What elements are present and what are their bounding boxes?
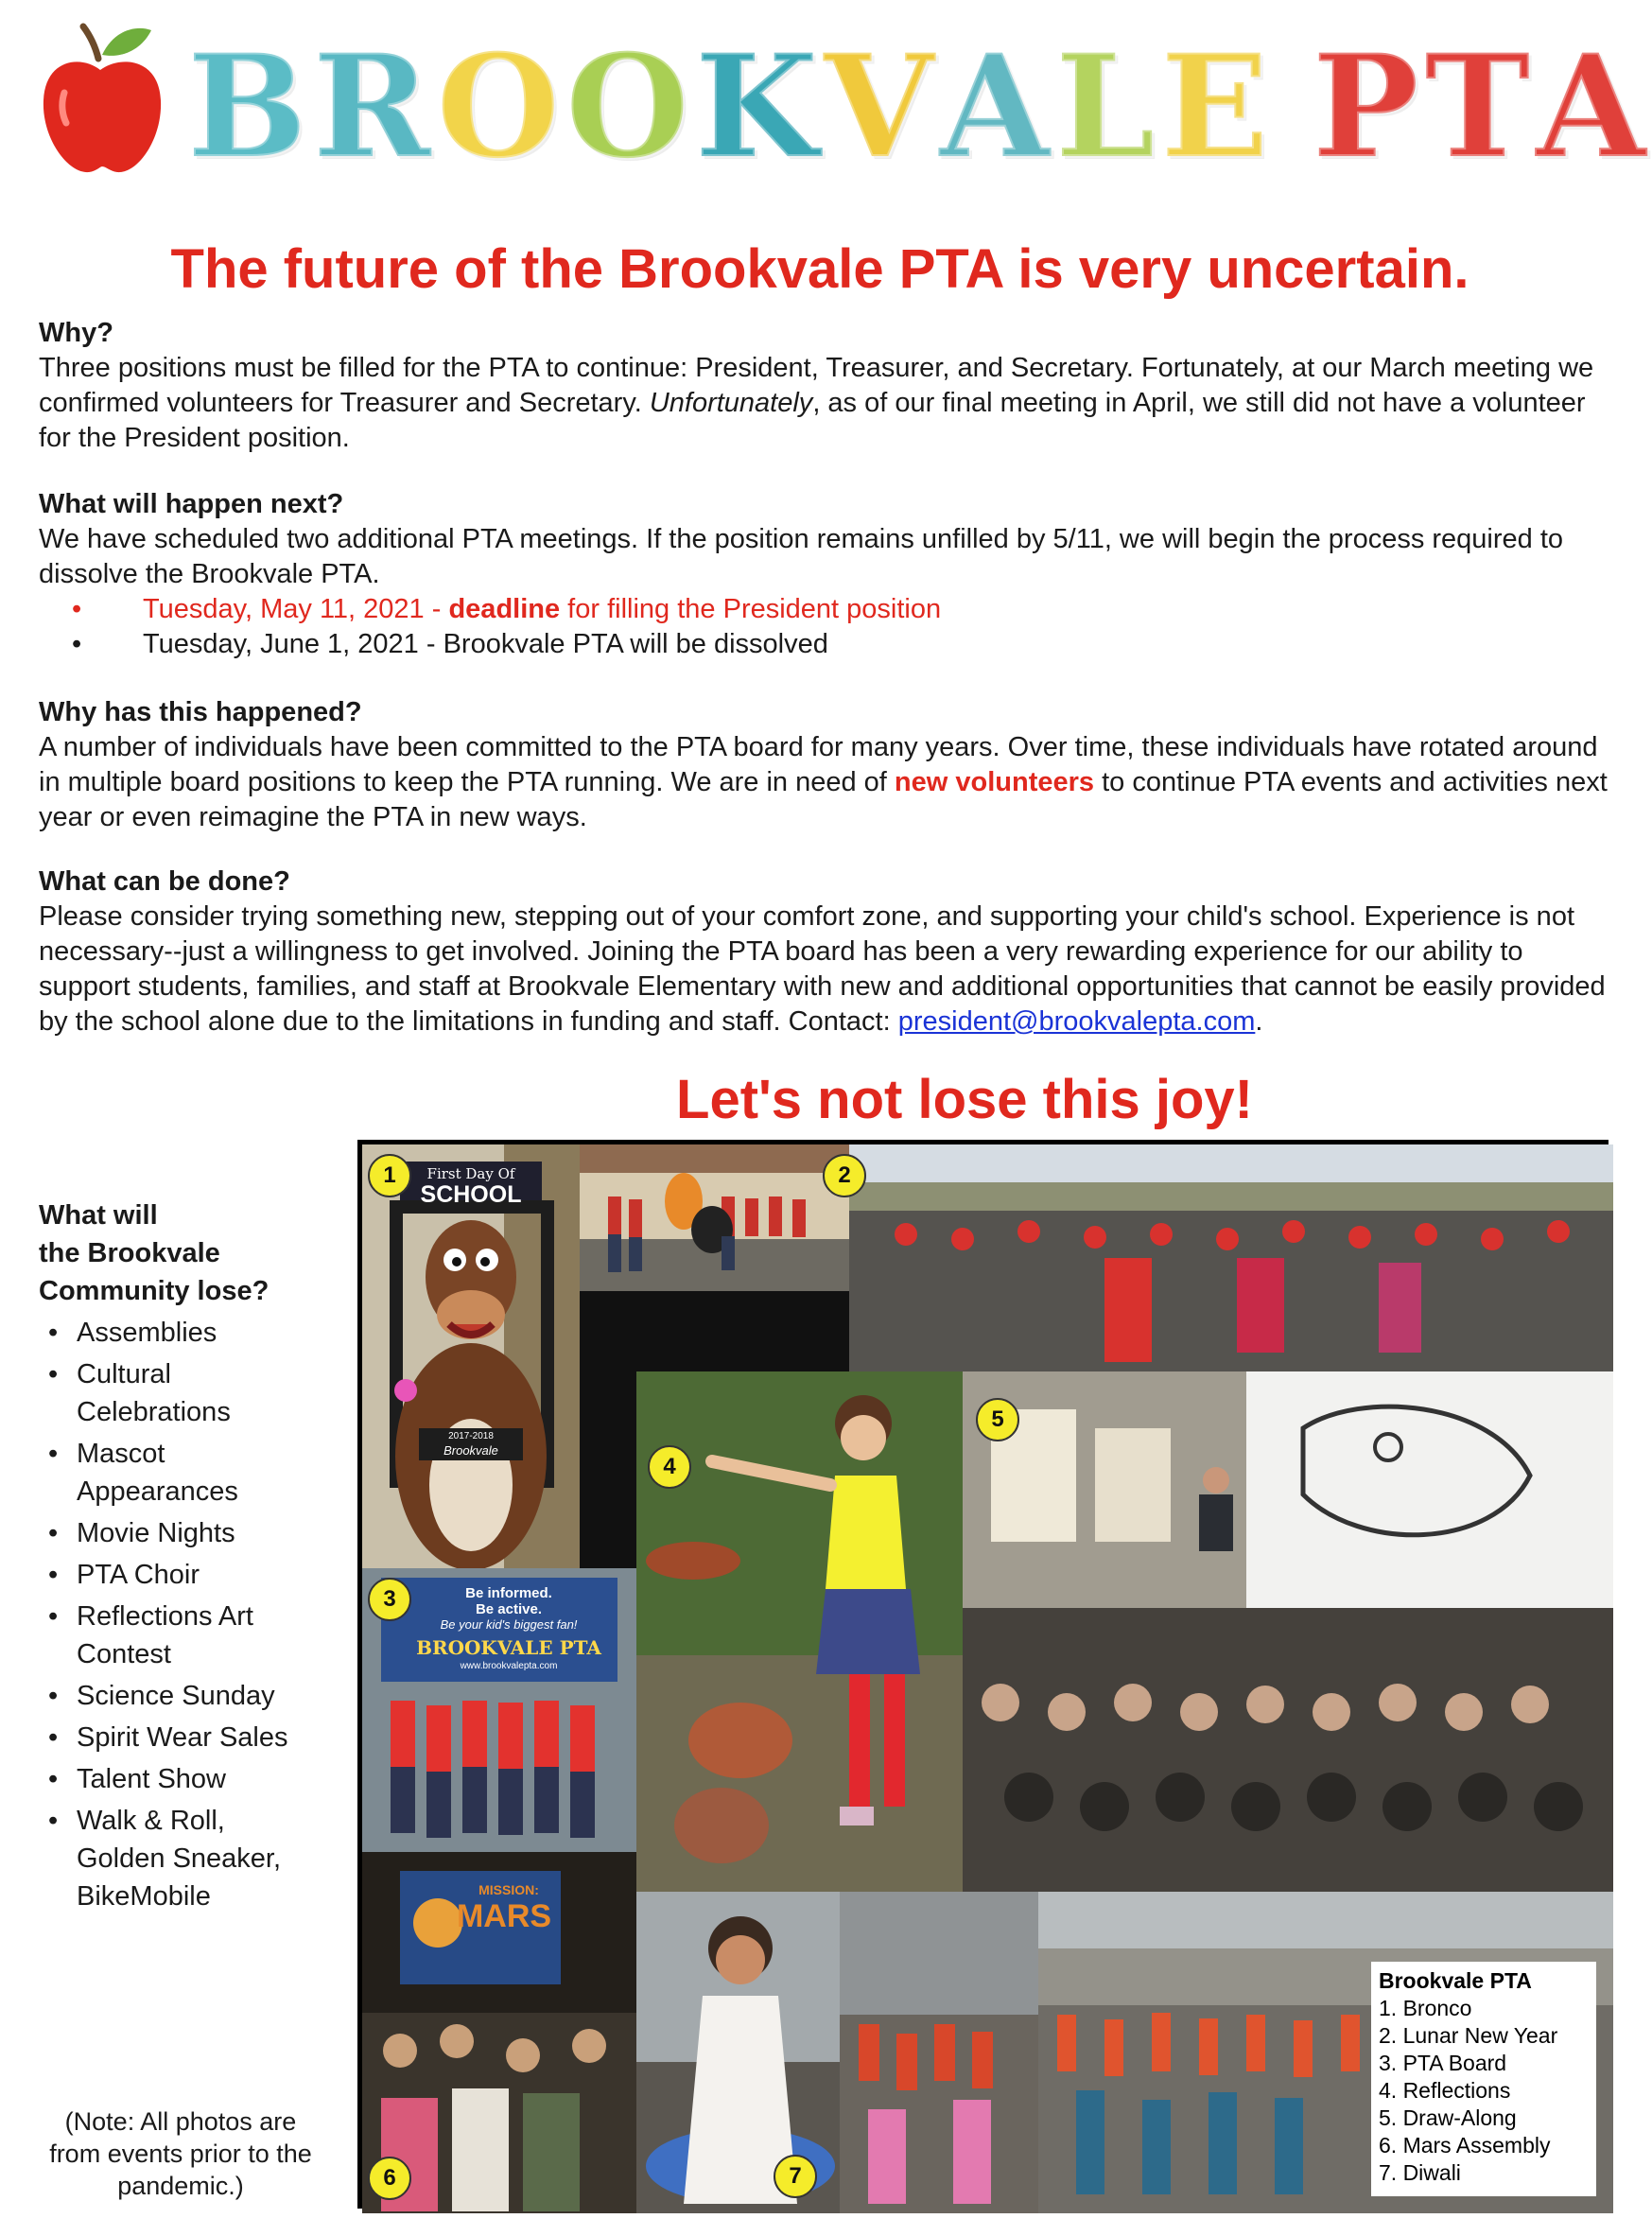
- bullet: •: [48, 1806, 59, 1836]
- page-headline: The future of the Brookvale PTA is very uncertain.: [170, 238, 1469, 300]
- why-text-emphasis: Unfortunately: [649, 388, 813, 418]
- section-why-happened: [39, 695, 1609, 835]
- logo-letter: B: [187, 24, 313, 190]
- banner-line: Be your kid's biggest fan!: [440, 1617, 578, 1632]
- list-item-line: Assemblies: [77, 1318, 217, 1348]
- logo-letter: V: [824, 24, 940, 190]
- caption-item: 7. Diwali: [1379, 2160, 1461, 2185]
- bullet: •: [48, 1359, 59, 1389]
- dates-list: [39, 592, 1609, 662]
- next-paragraph: We have scheduled two additional PTA meetings. If the position remains unfilled by 5/11, we will begin the process required to dissolve the Brookvale PTA.: [39, 524, 1564, 589]
- lose-question-line: What will: [39, 1200, 158, 1231]
- list-item: [39, 1598, 351, 1673]
- list-item-dissolve: [39, 627, 1609, 662]
- screen-mars: MARS: [456, 1898, 552, 1934]
- photo-number-badge: 1: [368, 1154, 411, 1197]
- caption-title: Brookvale PTA: [1379, 1968, 1532, 1993]
- list-item-line: Reflections Art: [77, 1601, 253, 1632]
- list-item: [39, 1556, 351, 1594]
- section-why: [39, 316, 1609, 456]
- photo-number-badge: 4: [648, 1445, 691, 1489]
- list-item-line: Talent Show: [77, 1764, 226, 1794]
- list-item: [39, 1435, 351, 1511]
- caption-item: 3. PTA Board: [1379, 2051, 1507, 2075]
- logo-letter: A: [939, 24, 1055, 190]
- bullet: •: [48, 1722, 59, 1753]
- list-item-deadline: [39, 592, 1609, 627]
- list-item-line: Movie Nights: [77, 1518, 235, 1548]
- list-item: [39, 1514, 351, 1552]
- list-item-line: Celebrations: [77, 1397, 231, 1427]
- screen-mission: MISSION:: [478, 1882, 539, 1897]
- logo-letter: O: [436, 24, 566, 190]
- sign-brookvale: Brookvale: [443, 1443, 498, 1458]
- photo-pta-board: [362, 1568, 636, 1852]
- caption-item: 2. Lunar New Year: [1379, 2023, 1558, 2048]
- deadline-date: Tuesday, May 11, 2021 -: [143, 594, 449, 624]
- photo-number-badge: 2: [823, 1154, 866, 1197]
- photo-reflections: [636, 1371, 963, 1892]
- list-item-line: BikeMobile: [77, 1881, 211, 1912]
- list-item: [39, 1314, 351, 1352]
- photo-number-badge: 5: [976, 1398, 1019, 1441]
- question-what-done: What can be done?: [39, 866, 290, 897]
- banner-line: Be active.: [475, 1601, 543, 1617]
- photo-lunar-new-year-dance: [838, 1144, 1613, 1371]
- bullet: •: [48, 1318, 59, 1348]
- logo-wordmark: [187, 24, 1652, 190]
- new-volunteers-highlight: new volunteers: [894, 767, 1095, 797]
- contact-email-link[interactable]: president@brookvalepta.com: [897, 1006, 1256, 1037]
- list-item: [39, 1760, 351, 1798]
- list-item: [39, 1677, 351, 1715]
- bullet: •: [48, 1764, 59, 1794]
- happened-paragraph: [39, 730, 1609, 835]
- sign-first-day: First Day Of: [426, 1165, 515, 1182]
- photo-mars-assembly: [362, 1852, 636, 2213]
- community-lose-list: [39, 1197, 351, 1919]
- collage-caption: [1371, 1962, 1596, 2196]
- list-item-line: Contest: [77, 1639, 171, 1669]
- photo-note: (Note: All photos are from events prior to the pandemic.): [49, 2107, 312, 2200]
- logo-letter: [1275, 36, 1313, 178]
- why-text-a: Three positions must be filled for the PTA to continue: President, Treasurer, and Secretary. Fortunately, at our March meeting we confirmed volunteers for Treasurer and Secretary.: [39, 353, 1594, 418]
- caption-item: 1. Bronco: [1379, 1996, 1472, 2020]
- photo-draw-along: [963, 1371, 1613, 1892]
- logo-letter: R: [312, 24, 437, 190]
- sign-years: 2017-2018: [448, 1431, 494, 1441]
- photo-diwali-circle-left: [789, 1892, 1038, 2213]
- list-item: [39, 1719, 351, 1756]
- joy-headline: Let's not lose this joy!: [676, 1069, 1253, 1130]
- happened-text-a: A number of individuals have been committed to the PTA board for many years. Over time, these individuals have rotated around in multiple board positions to keep the PTA running. We are in need of: [39, 732, 1598, 797]
- bullet: •: [48, 1439, 59, 1469]
- caption-list: [1379, 1995, 1589, 2187]
- banner-title: BROOKVALE PTA: [416, 1636, 601, 1659]
- logo-letter: P: [1312, 24, 1425, 190]
- bullet: •: [48, 1560, 59, 1590]
- logo-letter: K: [694, 24, 825, 190]
- done-text: Please consider trying something new, stepping out of your comfort zone, and supporting your child's school. Experience is not necessary--just a willingness to get involved. Joining the PTA board has been a very rewarding experience for our ability to support students, families, and staff at Brookvale Elementary with new and additional opportunities that cannot be easily provided by the school alone due to the limitations in funding and staff. Contact:: [39, 901, 1606, 1037]
- list-item: [39, 1355, 351, 1431]
- done-paragraph: [39, 900, 1609, 1039]
- caption-item: 5. Draw-Along: [1379, 2105, 1517, 2130]
- bullet: •: [48, 1681, 59, 1711]
- list-item-line: Golden Sneaker,: [77, 1843, 282, 1874]
- photo-number-badge: 3: [368, 1578, 411, 1621]
- list-item: [39, 1802, 351, 1915]
- lose-items: [39, 1314, 351, 1915]
- list-item-line: Appearances: [77, 1476, 238, 1507]
- why-paragraph: [39, 351, 1609, 456]
- caption-item: 6. Mars Assembly: [1379, 2133, 1551, 2157]
- apple-icon: [40, 17, 163, 178]
- question-why: Why?: [39, 318, 113, 348]
- logo-letter: O: [565, 24, 695, 190]
- logo-letter: L: [1054, 24, 1161, 190]
- list-item-line: Science Sunday: [77, 1681, 275, 1711]
- happened-text-c: to continue PTA events and activities next year or even reimagine the PTA in new ways.: [39, 767, 1608, 832]
- photo-collage: [357, 1140, 1609, 2209]
- list-item-line: Cultural: [77, 1359, 171, 1389]
- list-item-line: Walk & Roll,: [77, 1806, 225, 1836]
- section-what-next: [39, 487, 1609, 662]
- logo-letter: A: [1536, 24, 1652, 190]
- logo-letter: T: [1424, 24, 1537, 190]
- lose-question-line: Community lose?: [39, 1276, 270, 1306]
- photo-number-badge: 7: [774, 2155, 817, 2198]
- photo-lunar-new-year-group: [580, 1144, 849, 1291]
- bullet: •: [48, 1601, 59, 1632]
- banner-line: Be informed.: [465, 1585, 552, 1601]
- section-what-done: [39, 865, 1609, 1039]
- period: .: [1255, 1006, 1263, 1037]
- brookvale-pta-logo: [40, 17, 1652, 190]
- list-item-line: Mascot: [77, 1439, 165, 1469]
- question-why-happened: Why has this happened?: [39, 697, 362, 727]
- why-text-b: , as of our final meeting in April, we still did not have a volunteer for the President position.: [39, 388, 1586, 453]
- bullet: •: [48, 1518, 59, 1548]
- photo-bronco: [362, 1144, 580, 1568]
- photo-number-badge: 6: [368, 2157, 411, 2200]
- bullet: •: [72, 594, 82, 624]
- sign-school: SCHOOL: [420, 1181, 522, 1208]
- logo-letter: E: [1160, 24, 1275, 190]
- dissolve-text: Tuesday, June 1, 2021 - Brookvale PTA will be dissolved: [143, 629, 828, 659]
- lose-question-line: the Brookvale: [39, 1238, 220, 1268]
- list-item-line: PTA Choir: [77, 1560, 200, 1590]
- deadline-text: for filling the President position: [560, 594, 942, 624]
- deadline-word: deadline: [448, 594, 561, 624]
- list-item-line: Spirit Wear Sales: [77, 1722, 288, 1753]
- caption-item: 4. Reflections: [1379, 2078, 1511, 2103]
- lose-question: [39, 1197, 351, 1310]
- bullet: •: [72, 629, 82, 659]
- question-what-next: What will happen next?: [39, 489, 344, 519]
- banner-url: www.brookvalepta.com: [460, 1661, 558, 1671]
